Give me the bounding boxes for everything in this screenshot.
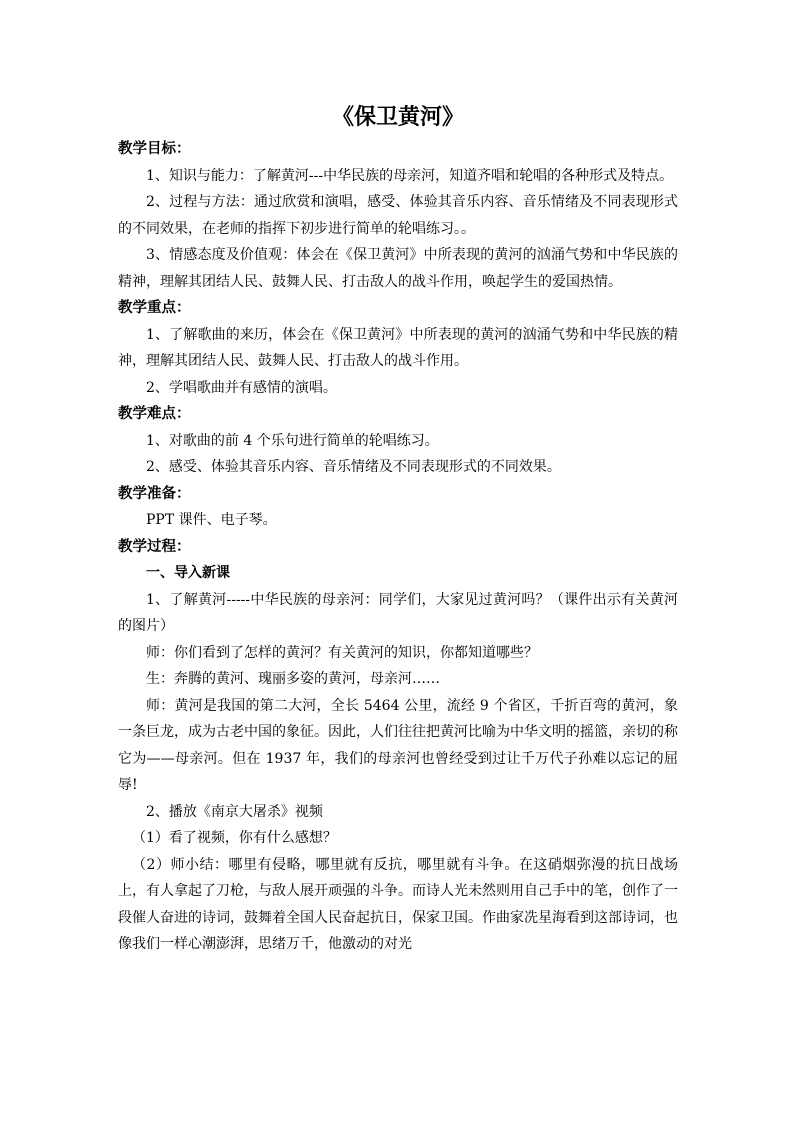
- paragraph: 1、知识与能力：了解黄河---中华民族的母亲河，知道齐唱和轮唱的各种形式及特点。: [146, 167, 674, 184]
- section-key-points: [118, 295, 678, 401]
- section-heading: 教学准备：: [118, 484, 191, 502]
- section-heading: 教学目标：: [118, 140, 191, 157]
- paragraph: 2、感受、体验其音乐内容、音乐情绪及不同表现形式的不同效果。: [146, 459, 561, 475]
- section-preparation: [118, 481, 678, 534]
- paragraph: 2、播放《南京大屠杀》视频: [146, 803, 323, 820]
- paragraph: 师：你们看到了怎样的黄河？有关黄河的知识，你都知道哪些？: [146, 644, 538, 661]
- paragraph: 生：奔腾的黄河、瑰丽多姿的黄河，母亲河……: [146, 671, 440, 687]
- paragraph: 1、了解黄河-----中华民族的母亲河：同学们，大家见过黄河吗？（课件出示有关黄河的图片）: [118, 591, 678, 634]
- paragraph: 2、过程与方法：通过欣赏和演唱，感受、体验其音乐内容、音乐情绪及不同表现形式的不同效果，在老师的指挥下初步进行简单的轮唱练习。。: [118, 194, 678, 237]
- section-difficulties: [118, 401, 678, 481]
- paragraph: 1、了解歌曲的来历，体会在《保卫黄河》中所表现的黄河的汹涌气势和中华民族的精神，理解其团结人民、鼓舞人民、打击敌人的战斗作用。: [118, 326, 678, 369]
- document-page: [118, 100, 678, 958]
- section-heading: 教学过程：: [118, 537, 191, 555]
- document-title: 《保卫黄河》: [331, 104, 464, 130]
- paragraph: 师：黄河是我国的第二大河，全长 5464 公里，流经 9 个省区，千折百弯的黄河，象一条巨龙，成为古老中国的象征。因此，人们往往把黄河比喻为中华文明的摇篮，亲切的称它为——母亲河。但在 1937 年，我们的母亲河也曾经受到过让千万代子孙难以忘记的屈辱!: [118, 697, 678, 793]
- section-process: [118, 534, 678, 958]
- section-heading: 教学重点：: [118, 299, 191, 316]
- paragraph: （1）看了视频，你有什么感想？: [132, 830, 337, 846]
- section-teaching-goals: [118, 136, 678, 295]
- paragraph: （2）师小结：哪里有侵略，哪里就有反抗，哪里就有斗争。在这硝烟弥漫的抗日战场上，有人拿起了刀枪，与敌人展开顽强的斗争。而诗人光未然则用自己手中的笔，创作了一段催人奋进的诗词，鼓舞着全国人民奋起抗日，保家卫国。作曲家冼星海看到这部诗词，也像我们一样心潮澎湃，思绪万千，他激动的对光: [118, 856, 678, 952]
- subsection-heading: 一、导入新课: [146, 565, 230, 581]
- paragraph: PPT 课件、电子琴。: [146, 512, 277, 528]
- paragraph: 2、学唱歌曲并有感情的演唱。: [146, 379, 337, 396]
- paragraph: 3、情感态度及价值观：体会在《保卫黄河》中所表现的黄河的汹涌气势和中华民族的精神，理解其团结人民、鼓舞人民、打击敌人的战斗作用，唤起学生的爱国热情。: [118, 247, 678, 290]
- paragraph: 1、对歌曲的前 4 个乐句进行简单的轮唱练习。: [146, 432, 439, 449]
- section-heading: 教学难点：: [118, 405, 191, 422]
